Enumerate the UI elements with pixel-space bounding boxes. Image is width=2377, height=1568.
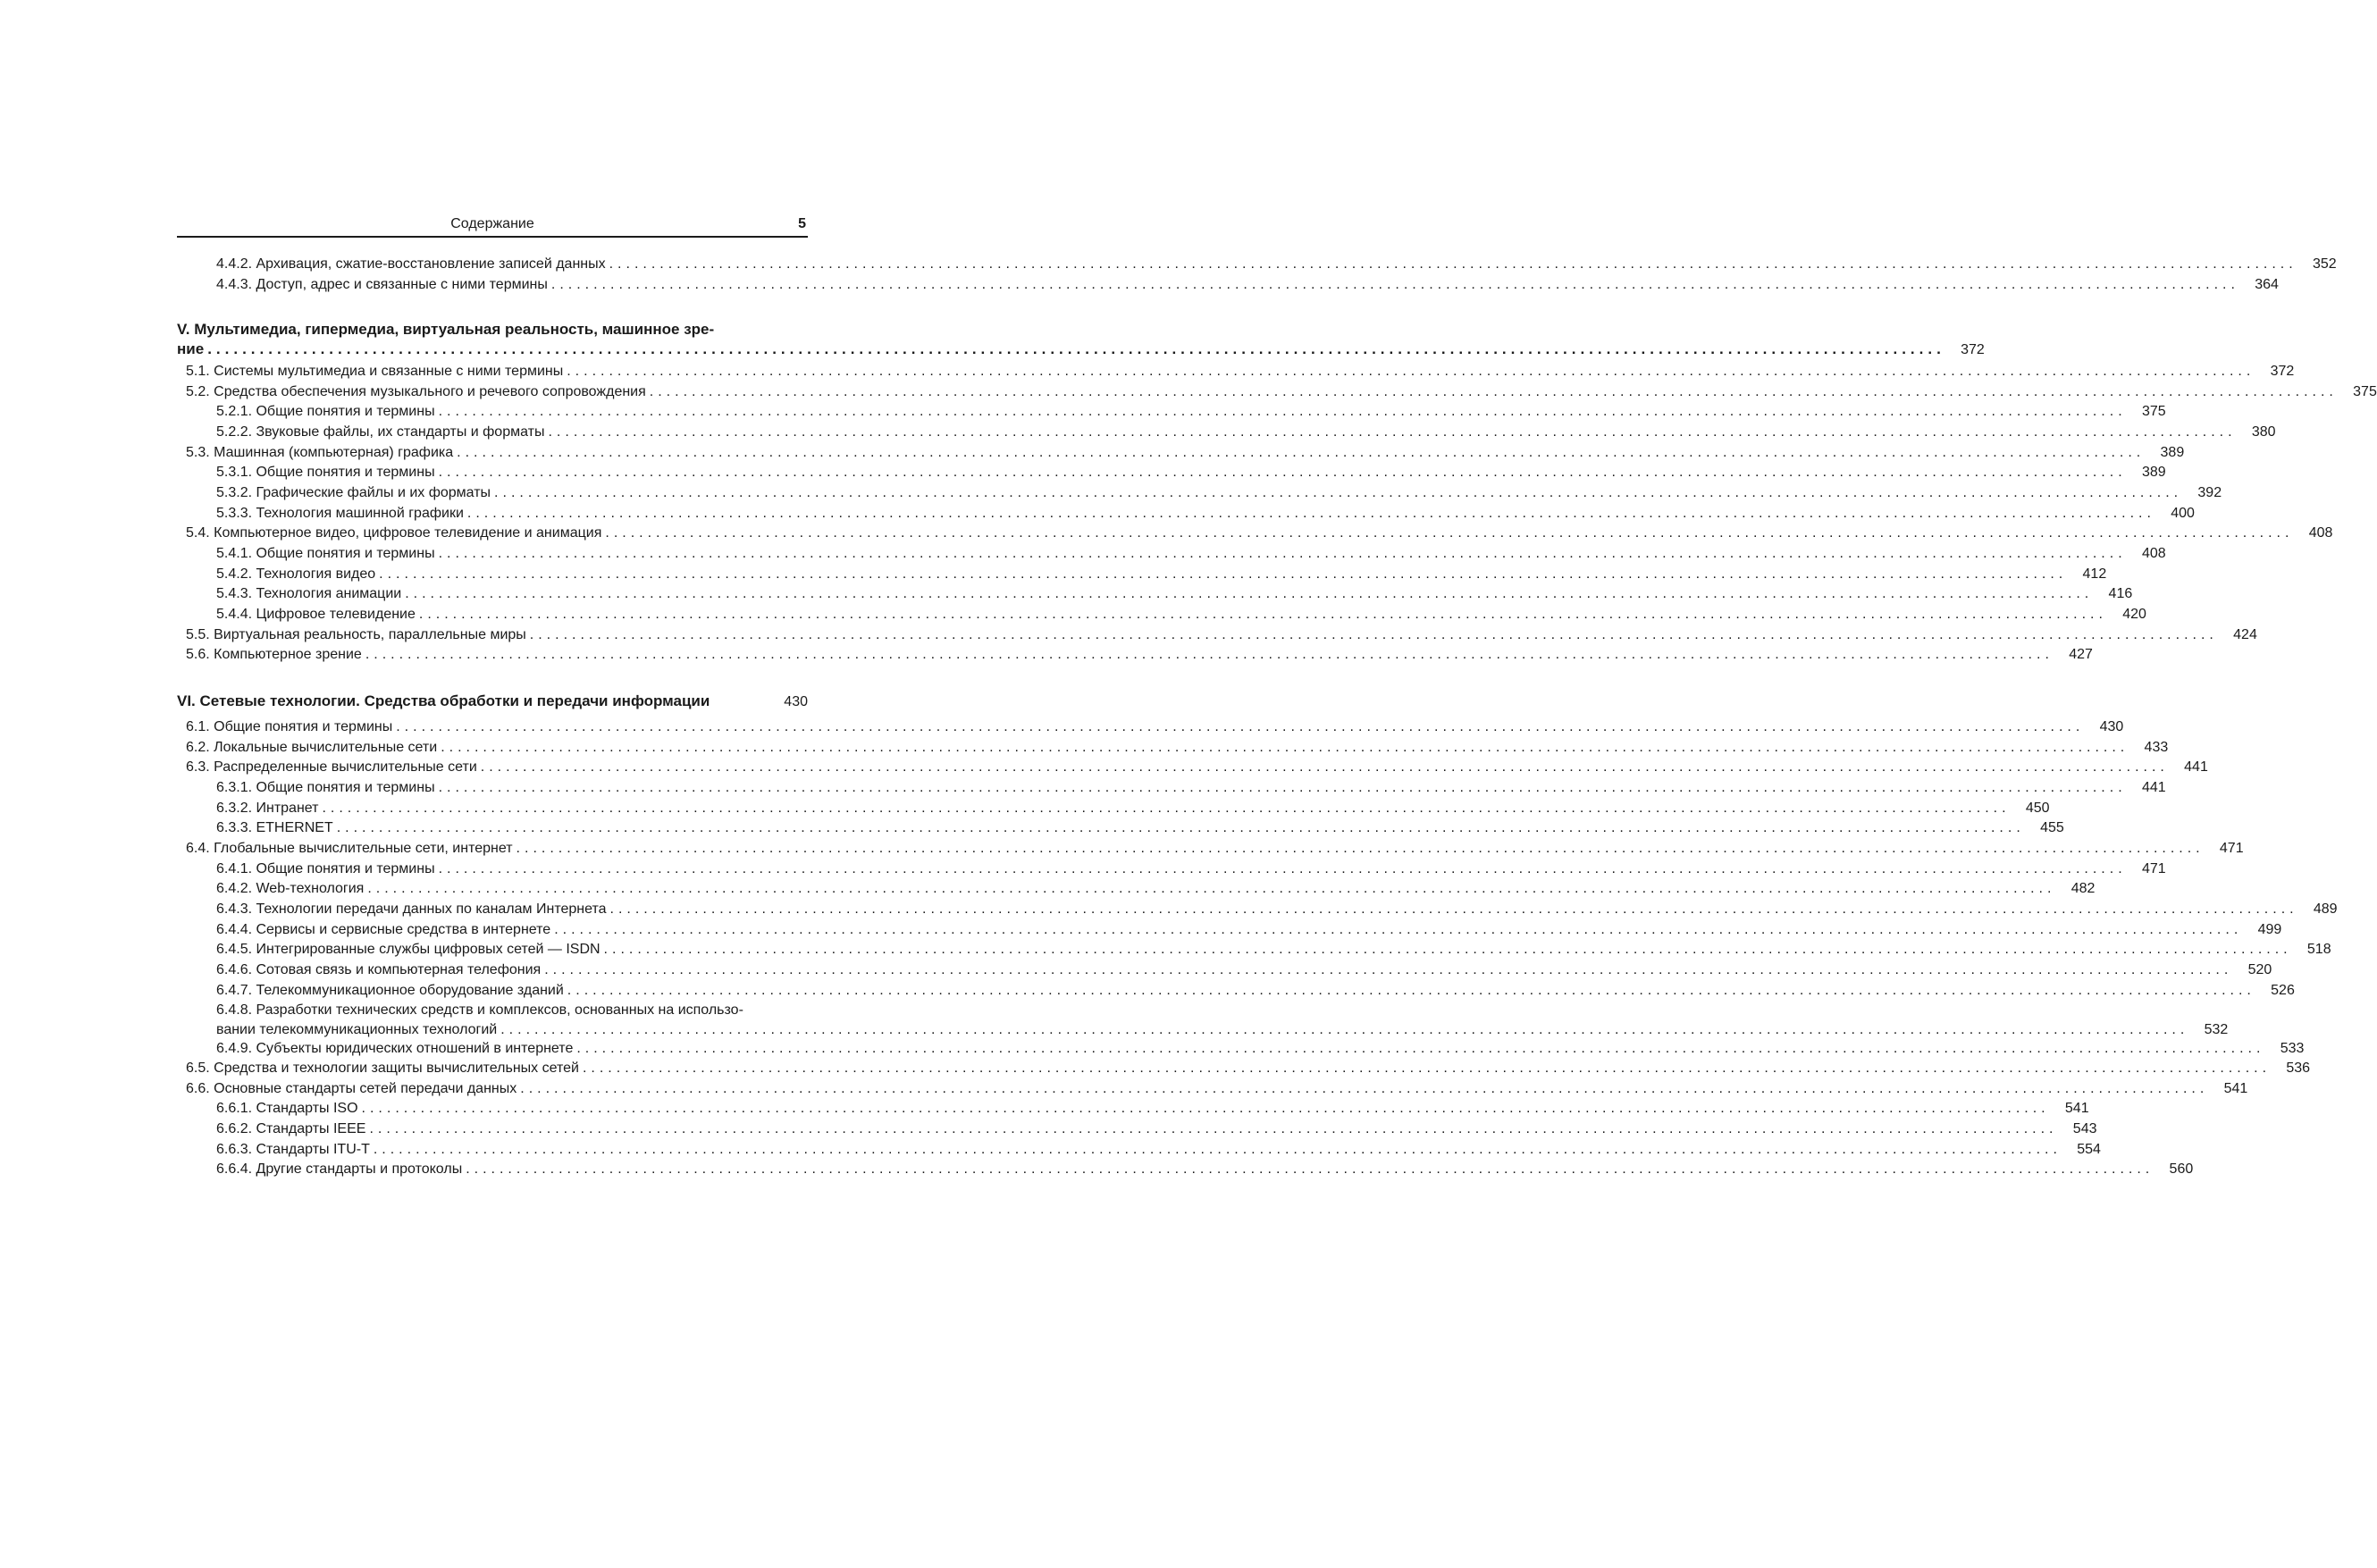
toc-label: 5.6. Компьютерное зрение: [186, 647, 362, 662]
toc-page: 430: [2099, 719, 2124, 734]
toc-entry-5-4-2[interactable]: [177, 565, 2107, 584]
toc-page: 520: [2247, 962, 2272, 977]
toc-entry-5-4-3[interactable]: [177, 584, 2133, 604]
toc-label: 6.4.4. Сервисы и сервисные средства в интернете: [216, 922, 551, 937]
toc-entry-4-4-3[interactable]: [177, 275, 2279, 295]
toc-entry-6-4[interactable]: [177, 839, 2244, 859]
toc-label: 6.3.1. Общие понятия и термины: [216, 780, 435, 795]
leader-dots: ........................................................................................................................................................................................................: [605, 525, 2294, 541]
toc-page: 532: [2204, 1022, 2229, 1037]
toc-label: 5.2. Средства обеспечения музыкального и речевого сопровождения: [186, 384, 646, 399]
toc-page: 482: [2070, 881, 2096, 896]
toc-page: 380: [2251, 424, 2276, 440]
page-number: 5: [798, 216, 806, 231]
toc-page: 427: [2069, 647, 2093, 662]
toc-label: 5.4.2. Технология видео: [216, 566, 376, 582]
toc-label: 6.4.5. Интегрированные службы цифровых сетей — ISDN: [216, 942, 601, 957]
toc-label: 5.1. Системы мультимедиа и связанные с ними термины: [186, 364, 564, 379]
toc-entry-6-4-1[interactable]: [177, 859, 2166, 879]
toc-page: 375: [2353, 384, 2377, 399]
toc-entry-6-4-8[interactable]: [177, 1001, 2229, 1040]
toc-label: ние: [177, 340, 205, 357]
toc-entry-5-3[interactable]: [177, 443, 2185, 463]
leader-dots: ........................................................................................................................................................................................................: [322, 801, 2011, 816]
toc-page: 352: [2312, 256, 2337, 272]
toc-label: 5.3.3. Технология машинной графики: [216, 506, 464, 521]
leader-dots: ........................................................................................................................................................................................................: [207, 340, 1945, 357]
toc-part-6[interactable]: [177, 692, 808, 712]
toc-entry-6-4-5[interactable]: [177, 940, 2331, 960]
toc-entry-6-1[interactable]: [177, 717, 2124, 737]
leader-dots: ........................................................................................................................................................................................................: [418, 607, 2107, 622]
leader-dots: ........................................................................................................................................................................................................: [373, 1142, 2062, 1157]
leader-dots: ........................................................................................................................................................................................................: [361, 1101, 2050, 1116]
toc-page: 389: [2160, 445, 2185, 460]
toc-label: вании телекоммуникационных технологий: [216, 1022, 498, 1037]
toc-entry-6-6-3[interactable]: [177, 1140, 2101, 1160]
toc-label-line: 6.4.8. Разработки технических средств и комплексов, основанных на использо-: [216, 1002, 743, 1018]
toc-entry-5-2-2[interactable]: [177, 423, 2276, 442]
toc-label: 6.4.1. Общие понятия и термины: [216, 861, 435, 876]
toc-entry-5-4-4[interactable]: [177, 605, 2146, 625]
toc-page: 408: [2308, 525, 2333, 541]
leader-dots: ........................................................................................................................................................................................................: [457, 445, 2146, 460]
toc-page: 471: [2141, 861, 2166, 876]
toc-label: 6.6. Основные стандарты сетей передачи данных: [186, 1081, 517, 1096]
toc-page: 499: [2257, 922, 2282, 937]
toc-page: 541: [2064, 1101, 2089, 1116]
toc-label: VI. Сетевые технологии. Средства обработки и передачи информации: [177, 692, 710, 709]
toc-page: 412: [2082, 566, 2107, 582]
toc-entry-6-6[interactable]: [177, 1079, 2248, 1099]
leader-dots: ........................................................................................................................................................................................................: [609, 256, 2297, 272]
running-header-title: Содержание: [450, 216, 534, 231]
toc-label: 5.5. Виртуальная реальность, параллельные миры: [186, 627, 526, 642]
toc-entry-6-4-4[interactable]: [177, 920, 2282, 940]
toc-label: 6.6.1. Стандарты ISO: [216, 1101, 358, 1116]
toc-entry-6-4-6[interactable]: [177, 960, 2272, 980]
leader-dots: ........................................................................................................................................................................................................: [567, 364, 2255, 379]
leader-dots: ........................................................................................................................................................................................................: [438, 546, 2127, 561]
toc-entry-5-2-1[interactable]: [177, 402, 2166, 422]
toc-page: 408: [2141, 546, 2166, 561]
leader-dots: ........................................................................................................................................................................................................: [500, 1022, 2189, 1037]
leader-dots: ........................................................................................................................................................................................................: [438, 861, 2127, 876]
leader-dots: ........................................................................................................................................................................................................: [480, 759, 2169, 775]
toc-page: 560: [2169, 1161, 2194, 1177]
toc-entry-6-4-2[interactable]: [177, 879, 2096, 899]
toc-page: 450: [2025, 801, 2050, 816]
toc-entry-5-4-1[interactable]: [177, 544, 2166, 564]
leader-dots: ........................................................................................................................................................................................................: [466, 1161, 2154, 1177]
toc-label: 6.4.7. Телекоммуникационное оборудование зданий: [216, 983, 564, 998]
toc-label: 6.4.6. Сотовая связь и компьютерная телефония: [216, 962, 542, 977]
leader-dots: ........................................................................................................................................................................................................: [367, 881, 2056, 896]
leader-dots: ........................................................................................................................................................................................................: [396, 719, 2085, 734]
toc-entry-5-1[interactable]: [177, 362, 2295, 382]
toc-entry-6-3-1[interactable]: [177, 778, 2166, 798]
leader-dots: ........................................................................................................................................................................................................: [438, 465, 2127, 480]
toc-page: 471: [2219, 841, 2244, 856]
toc-page: 372: [2270, 364, 2295, 379]
toc-entry-5-6[interactable]: [177, 645, 2093, 665]
toc-part-title-line: V. Мультимедиа, гипермедиа, виртуальная реальность, машинное зре-: [177, 321, 715, 338]
toc-label: 6.6.3. Стандарты ITU-T: [216, 1142, 370, 1157]
toc-page: 424: [2233, 627, 2257, 642]
toc-label: 4.4.2. Архивация, сжатие-восстановление записей данных: [216, 256, 606, 272]
toc-entry-6-6-4[interactable]: [177, 1160, 2194, 1179]
toc-page: 430: [784, 694, 808, 709]
toc-label: 6.3.3. ETHERNET: [216, 820, 333, 835]
leader-dots: ........................................................................................................................................................................................................: [582, 1061, 2272, 1076]
leader-dots: ........................................................................................................................................................................................................: [529, 627, 2218, 642]
toc-entry-6-5[interactable]: [177, 1059, 2311, 1078]
toc-page: 372: [1961, 342, 1985, 357]
leader-dots: ........................................................................................................................................................................................................: [405, 586, 2094, 601]
leader-dots: ........................................................................................................................................................................................................: [369, 1121, 2058, 1136]
toc-page: 455: [2040, 820, 2064, 835]
toc-label: 6.4.3. Технологии передачи данных по каналам Интернета: [216, 901, 607, 917]
toc-page: 441: [2184, 759, 2208, 775]
toc-page: 489: [2313, 901, 2338, 917]
toc-label: 4.4.3. Доступ, адрес и связанные с ними термины: [216, 277, 548, 292]
toc-page: 416: [2108, 586, 2133, 601]
toc-entry-6-4-9[interactable]: [177, 1039, 2305, 1059]
toc-page: 375: [2141, 404, 2166, 419]
leader-dots: ........................................................................................................................................................................................................: [516, 841, 2205, 856]
toc-page: 420: [2122, 607, 2146, 622]
toc-entry-6-3-3[interactable]: [177, 818, 2064, 838]
toc-page: 554: [2077, 1142, 2101, 1157]
toc-entry-6-3-2[interactable]: [177, 799, 2050, 818]
toc-label: 6.4.9. Субъекты юридических отношений в интернете: [216, 1041, 574, 1056]
toc-label: 5.2.2. Звуковые файлы, их стандарты и форматы: [216, 424, 545, 440]
toc-page: 441: [2141, 780, 2166, 795]
toc-label: 6.6.2. Стандарты IEEE: [216, 1121, 366, 1136]
leader-dots: ........................................................................................................................................................................................................: [494, 485, 2183, 500]
leader-dots: ........................................................................................................................................................................................................: [548, 424, 2237, 440]
leader-dots: ........................................................................................................................................................................................................: [441, 740, 2129, 755]
toc-label: 6.1. Общие понятия и термины: [186, 719, 393, 734]
toc-page: 536: [2286, 1061, 2311, 1076]
leader-dots: ........................................................................................................................................................................................................: [438, 404, 2127, 419]
toc-label: 5.3.2. Графические файлы и их форматы: [216, 485, 491, 500]
toc-label: 6.3.2. Интранет: [216, 801, 319, 816]
toc-label: 5.4.3. Технология анимации: [216, 586, 402, 601]
leader-dots: ........................................................................................................................................................................................................: [576, 1041, 2265, 1056]
toc-page: 389: [2141, 465, 2166, 480]
toc-entry-5-2[interactable]: [177, 382, 2377, 402]
toc-entry-5-3-1[interactable]: [177, 463, 2166, 482]
toc-page: 543: [2072, 1121, 2097, 1136]
toc-label: 6.2. Локальные вычислительные сети: [186, 740, 438, 755]
toc-label: 5.3. Машинная (компьютерная) графика: [186, 445, 454, 460]
leader-dots: ........................................................................................................................................................................................................: [365, 647, 2054, 662]
toc-label: 6.4.2. Web-технология: [216, 881, 365, 896]
leader-dots: ........................................................................................................................................................................................................: [466, 506, 2155, 521]
toc-entry-5-5[interactable]: [177, 625, 2257, 645]
leader-dots: ........................................................................................................................................................................................................: [544, 962, 2233, 977]
toc-entry-5-3-2[interactable]: [177, 483, 2222, 503]
toc-label: 6.5. Средства и технологии защиты вычислительных сетей: [186, 1061, 579, 1076]
toc-entry-5-3-3[interactable]: [177, 504, 2195, 524]
toc-entry-6-2[interactable]: [177, 738, 2169, 758]
toc-label: 5.4.4. Цифровое телевидение: [216, 607, 416, 622]
toc-entry-6-6-1[interactable]: [177, 1099, 2089, 1119]
toc-page: 533: [2280, 1041, 2305, 1056]
toc-label: 6.6.4. Другие стандарты и протоколы: [216, 1161, 463, 1177]
toc-entry-6-3[interactable]: [177, 758, 2208, 777]
toc-label: 5.4.1. Общие понятия и термины: [216, 546, 435, 561]
toc-entry-5-4[interactable]: [177, 524, 2333, 543]
toc-page: 400: [2171, 506, 2195, 521]
leader-dots: ........................................................................................................................................................................................................: [603, 942, 2292, 957]
leader-dots: ........................................................................................................................................................................................................: [520, 1081, 2209, 1096]
toc-page: 392: [2197, 485, 2222, 500]
toc-entry-6-4-3[interactable]: [177, 900, 2338, 919]
leader-dots: ........................................................................................................................................................................................................: [336, 820, 2025, 835]
leader-dots: ........................................................................................................................................................................................................: [554, 922, 2243, 937]
toc-page: 364: [2255, 277, 2279, 292]
leader-dots: ........................................................................................................................................................................................................: [649, 384, 2338, 399]
toc-entry-4-4-2[interactable]: [177, 255, 2337, 274]
leader-dots: ........................................................................................................................................................................................................: [567, 983, 2255, 998]
running-header: [177, 214, 808, 238]
leader-dots: ........................................................................................................................................................................................................: [379, 566, 2068, 582]
toc-page: 541: [2223, 1081, 2248, 1096]
toc-page: 518: [2306, 942, 2331, 957]
toc-page: 433: [2144, 740, 2169, 755]
toc-part-5[interactable]: [177, 320, 1985, 360]
toc-entry-6-4-7[interactable]: [177, 981, 2295, 1001]
toc-label: 6.3. Распределенные вычислительные сети: [186, 759, 477, 775]
toc-label: 5.4. Компьютерное видео, цифровое телевидение и анимация: [186, 525, 602, 541]
toc-label: 5.3.1. Общие понятия и термины: [216, 465, 435, 480]
leader-dots: ........................................................................................................................................................................................................: [550, 277, 2239, 292]
leader-dots: ........................................................................................................................................................................................................: [438, 780, 2127, 795]
toc-label: 6.4. Глобальные вычислительные сети, интернет: [186, 841, 513, 856]
leader-dots: ........................................................................................................................................................................................................: [609, 901, 2298, 917]
toc-label: 5.2.1. Общие понятия и термины: [216, 404, 435, 419]
toc-entry-6-6-2[interactable]: [177, 1119, 2097, 1139]
toc-page: 526: [2271, 983, 2295, 998]
